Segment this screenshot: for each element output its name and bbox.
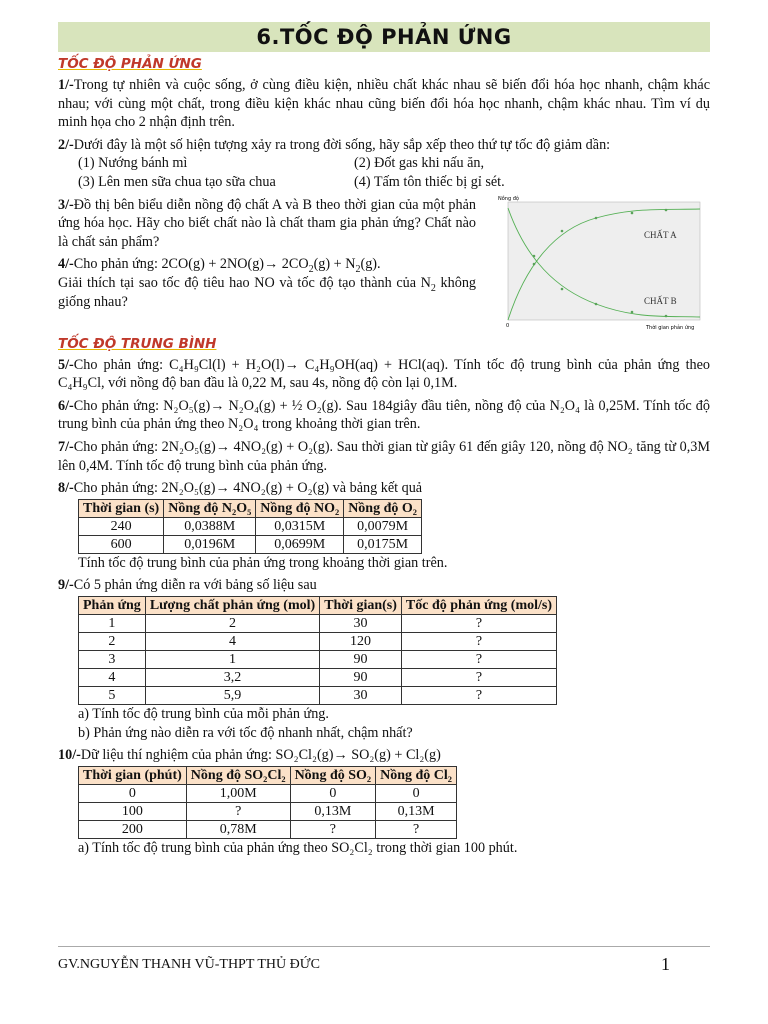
table-row bbox=[79, 668, 557, 686]
option: (4) Tấm tôn thiếc bị gỉ sét. bbox=[354, 173, 505, 190]
table-row bbox=[79, 535, 422, 553]
table-cell: 0,0196M bbox=[164, 535, 256, 553]
page-footer bbox=[58, 946, 710, 975]
question-5 bbox=[58, 356, 710, 393]
section-heading-average-rate: TỐC ĐỘ TRUNG BÌNH bbox=[58, 335, 217, 352]
question-number: 3/- bbox=[58, 196, 74, 213]
table-header: Nồng độ O₂ bbox=[344, 499, 422, 517]
table-header: Nồng độ NO₂ bbox=[256, 499, 344, 517]
table-header: Nồng độ N₂O₅ bbox=[164, 499, 256, 517]
question-number: 8/- bbox=[58, 480, 74, 497]
question-text: Cho phản ứng: 2N₂O₅(g)→ 4NO₂(g) + O₂(g) và bảng kết quả bbox=[73, 480, 423, 497]
graph-origin: 0 bbox=[506, 322, 510, 329]
table-header: Thời gian(s) bbox=[320, 596, 402, 614]
question-number: 6/- bbox=[58, 397, 74, 414]
question-number: 7/- bbox=[58, 438, 74, 455]
table-cell: 0,0079M bbox=[344, 517, 422, 535]
table-question-8 bbox=[78, 499, 422, 554]
table-row bbox=[79, 784, 457, 802]
table-cell: 0 bbox=[79, 784, 187, 802]
table-cell: 4 bbox=[79, 668, 146, 686]
question-10 bbox=[58, 746, 710, 765]
table-cell: 30 bbox=[320, 686, 402, 704]
table-row bbox=[79, 632, 557, 650]
table-cell: 100 bbox=[79, 802, 187, 820]
table-cell: 240 bbox=[79, 517, 164, 535]
question-4: 4/-Cho phản ứng: $2CO(g) + 2NO(g)\to 2CO_2(g) + N_2(g)$. Giải thích tại sao tốc độ tiêu hao NO và tốc độ tạo thành của $N_2$ không giống nhau? bbox=[58, 256, 477, 310]
table-cell: 30 bbox=[320, 614, 402, 632]
table-cell: 200 bbox=[79, 820, 187, 838]
table-cell: 4 bbox=[145, 632, 319, 650]
table-cell: 0 bbox=[290, 784, 376, 802]
question-2 bbox=[58, 136, 710, 155]
table-cell: 120 bbox=[320, 632, 402, 650]
question-text: Cho phản ứng: C₄H₉Cl(l) + H₂O(l)→ C₄H₉OH(aq) + HCl(aq). Tính tốc độ trung bình của phản ứng theo C₄H₉Cl, với nồng độ ban đầu là 0,22 M, sau 4s, nồng độ còn lại 0,1M. bbox=[58, 356, 710, 392]
question-2-options bbox=[58, 154, 710, 191]
table-cell: 600 bbox=[79, 535, 164, 553]
footer-author: GV.NGUYỄN THANH VŨ-THPT THỦ ĐỨC bbox=[58, 957, 320, 972]
table-cell: 3,2 bbox=[145, 668, 319, 686]
table-cell: 0,78M bbox=[186, 820, 290, 838]
table-cell: ? bbox=[401, 686, 556, 704]
question-8-prompt: Tính tốc độ trung bình của phản ứng trong khoảng thời gian trên. bbox=[78, 554, 448, 571]
table-question-10 bbox=[78, 766, 457, 839]
question-text: Trong tự nhiên và cuộc sống, ở cùng điều kiện, nhiều chất khác nhau sẽ biến đổi hóa học nhanh, chậm khác nhau; với cùng một chất, trong điều kiện khác nhau cũng biến đổi hóa học nhanh, chậm khác nhau. Tìm ví dụ minh họa cho 2 nhận định trên. bbox=[58, 77, 710, 131]
table-cell: 2 bbox=[145, 614, 319, 632]
question-10-part-a: a) Tính tốc độ trung bình của phản ứng theo SO₂Cl₂ trong thời gian 100 phút. bbox=[78, 839, 518, 856]
table-cell: 0,0175M bbox=[344, 535, 422, 553]
table-cell: ? bbox=[290, 820, 376, 838]
question-text: Đồ thị bên biểu diễn nồng độ chất A và B theo thời gian của một phản ứng hóa học. Hãy cho biết chất nào là chất tham gia phản ứng? Chất nào là chất sản phẩm? bbox=[58, 196, 476, 250]
concentration-graph bbox=[496, 194, 706, 332]
table-row bbox=[79, 650, 557, 668]
question-number: 2/- bbox=[58, 136, 74, 153]
table-header: Tốc độ phản ứng (mol/s) bbox=[401, 596, 556, 614]
table-header: Nồng độ SO₂Cl₂ bbox=[186, 766, 290, 784]
question-text: Dưới đây là một số hiện tượng xảy ra trong đời sống, hãy sắp xếp theo thứ tự tốc độ giảm dần: bbox=[73, 136, 611, 153]
question-text: Có 5 phản ứng diễn ra với bảng số liệu sau bbox=[73, 577, 317, 594]
table-cell: ? bbox=[401, 668, 556, 686]
table-cell: 2 bbox=[79, 632, 146, 650]
table-cell: 1 bbox=[145, 650, 319, 668]
table-cell: 0 bbox=[376, 784, 457, 802]
question-9-part-a: a) Tính tốc độ trung bình của mỗi phản ứng. bbox=[78, 705, 329, 722]
graph-xlabel: Thời gian phản ứng bbox=[646, 324, 695, 331]
table-cell: 1,00M bbox=[186, 784, 290, 802]
table-cell: ? bbox=[401, 632, 556, 650]
table-cell: 0,0315M bbox=[256, 517, 344, 535]
question-number: 4/- bbox=[58, 256, 74, 273]
table-cell: 90 bbox=[320, 668, 402, 686]
question-1 bbox=[58, 76, 710, 132]
table-header: Thời gian (s) bbox=[79, 499, 164, 517]
table-row bbox=[79, 686, 557, 704]
question-9 bbox=[58, 576, 710, 595]
table-cell: ? bbox=[376, 820, 457, 838]
graph-ylabel: Nồng độ bbox=[498, 195, 519, 202]
option: (3) Lên men sữa chua tạo sữa chua bbox=[78, 173, 276, 190]
table-header: Phản ứng bbox=[79, 596, 146, 614]
question-7 bbox=[58, 438, 710, 475]
label-substance-b: CHẤT B bbox=[644, 295, 677, 306]
question-number: 10/- bbox=[58, 747, 81, 764]
page-title: 6.TỐC ĐỘ PHẢN ỨNG bbox=[58, 22, 710, 52]
question-8 bbox=[58, 479, 710, 498]
question-3-block bbox=[58, 192, 710, 332]
table-header: Lượng chất phản ứng (mol) bbox=[145, 596, 319, 614]
question-number: 9/- bbox=[58, 577, 74, 594]
table-row bbox=[79, 614, 557, 632]
table-cell: 0,13M bbox=[376, 802, 457, 820]
label-substance-a: CHẤT A bbox=[644, 229, 677, 240]
section-heading-rate: TỐC ĐỘ PHẢN ỨNG bbox=[58, 56, 202, 72]
table-cell: 0,13M bbox=[290, 802, 376, 820]
question-text: Dữ liệu thí nghiệm của phản ứng: SO₂Cl₂(g)→ SO₂(g) + Cl₂(g) bbox=[80, 747, 441, 764]
table-header: Nồng độ Cl₂ bbox=[376, 766, 457, 784]
question-3 bbox=[58, 196, 476, 252]
table-cell: ? bbox=[401, 614, 556, 632]
table-cell: 0,0699M bbox=[256, 535, 344, 553]
table-cell: 5,9 bbox=[145, 686, 319, 704]
table-row bbox=[79, 517, 422, 535]
option: (1) Nướng bánh mì bbox=[78, 155, 188, 172]
table-cell: ? bbox=[401, 650, 556, 668]
page-number: 1 bbox=[661, 954, 670, 974]
table-header: Thời gian (phút) bbox=[79, 766, 187, 784]
table-cell: 1 bbox=[79, 614, 146, 632]
table-row bbox=[79, 820, 457, 838]
table-cell: 3 bbox=[79, 650, 146, 668]
question-text: Cho phản ứng: N₂O₅(g)→ N₂O₄(g) + ½ O₂(g). Sau 184giây đầu tiên, nồng độ của N₂O₄ là 0,25M. Tính tốc độ trung bình của phản ứng theo N₂O₄ trong khoảng thời gian trên. bbox=[58, 397, 710, 433]
question-6 bbox=[58, 397, 710, 434]
table-cell: ? bbox=[186, 802, 290, 820]
question-number: 5/- bbox=[58, 356, 74, 373]
question-text: Cho phản ứng: 2N₂O₅(g)→ 4NO₂(g) + O₂(g). Sau thời gian từ giây 61 đến giây 120, nồng độ NO₂ tăng từ 0,3M lên 0,4M. Tính tốc độ trung bình của phản ứng. bbox=[58, 438, 710, 474]
table-cell: 0,0388M bbox=[164, 517, 256, 535]
question-number: 1/- bbox=[58, 77, 74, 93]
question-9-part-b: b) Phản ứng nào diễn ra với tốc độ nhanh nhất, chậm nhất? bbox=[78, 724, 413, 741]
option: (2) Đốt gas khi nấu ăn, bbox=[354, 155, 485, 172]
table-header: Nồng độ SO₂ bbox=[290, 766, 376, 784]
table-cell: 5 bbox=[79, 686, 146, 704]
table-question-9 bbox=[78, 596, 557, 705]
table-cell: 90 bbox=[320, 650, 402, 668]
table-row bbox=[79, 802, 457, 820]
document-page bbox=[58, 22, 710, 857]
